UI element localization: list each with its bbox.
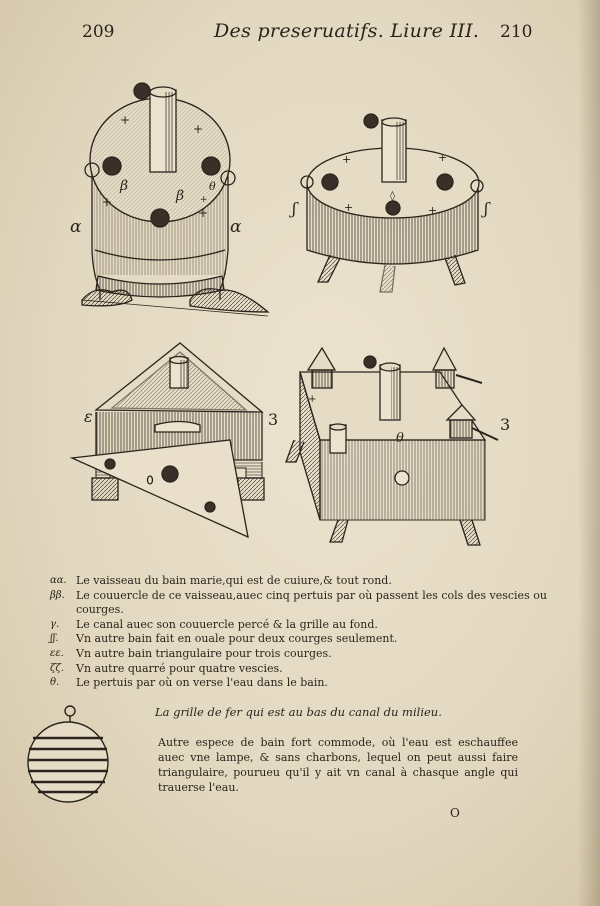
svg-text:+: + bbox=[428, 204, 438, 217]
fig2-label-left: ʃ bbox=[292, 199, 297, 218]
legend-text: Vn autre bain triangulaire pour trois courges. bbox=[76, 646, 332, 660]
legend-key: ζζ. bbox=[50, 662, 65, 674]
figure-square-bath bbox=[286, 348, 510, 545]
legend-text: Le vaisseau du bain marie,qui est de cuiure,& tout rond. bbox=[76, 574, 392, 587]
legend-row bbox=[50, 662, 550, 677]
legend-row bbox=[50, 589, 550, 618]
figure-round-bath-lion-feet bbox=[70, 83, 268, 316]
svg-text:+: + bbox=[120, 113, 131, 127]
legend-text: Vn autre bain fait en ouale pour deux courges seulement. bbox=[76, 632, 398, 646]
legend-text-continuation: courges. bbox=[76, 603, 124, 617]
legend-row bbox=[50, 676, 550, 691]
svg-text:+: + bbox=[308, 394, 317, 405]
figure-triangular-bath bbox=[72, 343, 278, 537]
figure-oval-bath bbox=[289, 114, 491, 292]
fig1-beta-2: β bbox=[176, 188, 185, 204]
svg-text:+: + bbox=[342, 153, 352, 166]
fig3-label-left: ε bbox=[84, 407, 93, 426]
legend-key: θ. bbox=[50, 677, 60, 689]
fig1-theta: θ bbox=[209, 180, 216, 193]
svg-text:+: + bbox=[438, 151, 448, 164]
fig4-label-right: 3 bbox=[500, 415, 511, 434]
fig1-beta-1: β bbox=[120, 178, 129, 194]
legend-text-block bbox=[76, 589, 550, 618]
svg-text:+: + bbox=[198, 206, 209, 220]
svg-text:+: + bbox=[344, 201, 354, 214]
folio-right: 210 bbox=[500, 22, 533, 42]
legend-key: αα. bbox=[50, 575, 67, 586]
legend bbox=[50, 574, 550, 691]
fig3-label-right: 3 bbox=[268, 410, 279, 429]
legend-text: Le pertuis par où on verse l'eau dans le bain. bbox=[76, 676, 328, 690]
legend-key: εε. bbox=[50, 647, 64, 659]
body-paragraph: Autre espece de bain fort commode, où l'eau est eschauffee auec vne lampe, & sans charbons, lequel on peut aussi faire triangulaire, pourueu qu'il y ait vn canal à chasque angle qui trauerse l'eau. bbox=[158, 736, 518, 794]
legend-text: Vn autre quarré pour quatre vescies. bbox=[76, 661, 283, 675]
grille-caption: La grille de fer qui est au bas du canal du milieu. bbox=[155, 705, 442, 719]
signature-mark: O bbox=[450, 806, 460, 820]
fig2-label-right: ʃ bbox=[484, 199, 489, 218]
legend-key: ʃʃ. bbox=[50, 633, 59, 645]
legend-row bbox=[50, 618, 550, 633]
legend-row bbox=[50, 574, 550, 589]
running-title: Des preseruatifs. Liure III. bbox=[214, 20, 480, 42]
legend-row bbox=[50, 647, 550, 662]
svg-text:◊: ◊ bbox=[390, 191, 395, 202]
fig4-theta: θ bbox=[396, 431, 404, 446]
svg-text:+: + bbox=[102, 195, 113, 209]
fig1-alpha-right: α bbox=[230, 217, 242, 237]
fig1-alpha-left: α bbox=[70, 217, 82, 237]
svg-text:+: + bbox=[193, 122, 204, 136]
svg-text:+: + bbox=[200, 195, 208, 205]
folio-left: 209 bbox=[82, 22, 115, 42]
legend-text: Le canal auec son couuercle percé & la grille au fond. bbox=[76, 617, 378, 631]
legend-text: Le couuercle de ce vaisseau,auec cinq pertuis par où passent les cols des vescies ou bbox=[76, 588, 547, 602]
legend-key: ββ. bbox=[50, 589, 65, 601]
legend-row bbox=[50, 632, 550, 647]
legend-key: γ. bbox=[50, 618, 60, 630]
figure-iron-grille bbox=[28, 706, 108, 802]
